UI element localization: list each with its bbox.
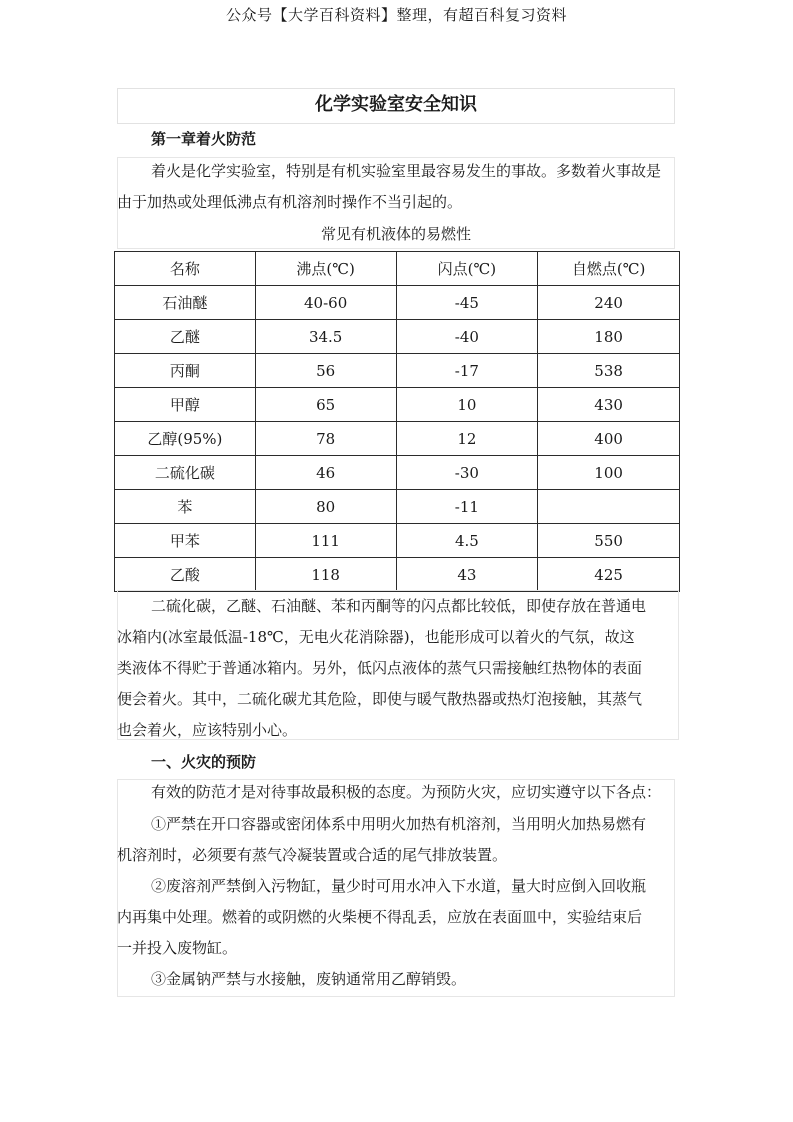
cell-autoignition: 100 bbox=[538, 456, 680, 490]
cell-autoignition: 425 bbox=[538, 558, 680, 592]
cell-flash: 43 bbox=[396, 558, 538, 592]
cell-autoignition: 550 bbox=[538, 524, 680, 558]
note-line-1: 二硫化碳，乙醚、石油醚、苯和丙酮等的闪点都比较低，即使存放在普通电 bbox=[151, 597, 647, 615]
cell-autoignition: 400 bbox=[538, 422, 680, 456]
rule-3-line-1: ③金属钠严禁与水接触，废钠通常用乙醇销毁。 bbox=[151, 970, 467, 988]
table-caption: 常见有机液体的易燃性 bbox=[320, 225, 471, 243]
cell-flash: -30 bbox=[396, 456, 538, 490]
cell-name: 石油醚 bbox=[115, 286, 256, 320]
cell-boiling: 34.5 bbox=[255, 320, 396, 354]
cell-autoignition bbox=[538, 490, 680, 524]
table-row bbox=[115, 490, 680, 524]
cell-flash: -40 bbox=[396, 320, 538, 354]
header-name: 名称 bbox=[115, 252, 256, 286]
rule-2-line-3: 一并投入废物缸。 bbox=[117, 939, 238, 957]
page-header: 公众号【大学百科资料】整理，有超百科复习资料 bbox=[225, 6, 567, 24]
cell-boiling: 118 bbox=[255, 558, 396, 592]
cell-boiling: 80 bbox=[255, 490, 396, 524]
cell-boiling: 56 bbox=[255, 354, 396, 388]
cell-autoignition: 240 bbox=[538, 286, 680, 320]
cell-autoignition: 430 bbox=[538, 388, 680, 422]
cell-name: 乙醇(95%) bbox=[115, 422, 256, 456]
cell-name: 乙醚 bbox=[115, 320, 256, 354]
cell-boiling: 65 bbox=[255, 388, 396, 422]
cell-flash: 4.5 bbox=[396, 524, 538, 558]
table-row bbox=[115, 422, 680, 456]
cell-boiling: 111 bbox=[255, 524, 396, 558]
cell-name: 乙酸 bbox=[115, 558, 256, 592]
chapter-heading: 第一章着火防范 bbox=[151, 130, 257, 148]
cell-boiling: 78 bbox=[255, 422, 396, 456]
table-row bbox=[115, 456, 680, 490]
cell-flash: -11 bbox=[396, 490, 538, 524]
intro-line-1: 着火是化学实验室，特别是有机实验室里最容易发生的事故。多数着火事故是 bbox=[151, 162, 662, 180]
table-row bbox=[115, 354, 680, 388]
table-row bbox=[115, 388, 680, 422]
section-heading: 一、火灾的预防 bbox=[151, 753, 257, 771]
cell-flash: 12 bbox=[396, 422, 538, 456]
table-row bbox=[115, 524, 680, 558]
note-line-5: 也会着火，应该特别小心。 bbox=[117, 721, 298, 739]
cell-flash: 10 bbox=[396, 388, 538, 422]
header-autoignition-point: 自燃点(℃) bbox=[538, 252, 680, 286]
flammability-table bbox=[114, 251, 680, 592]
document-title: 化学实验室安全知识 bbox=[117, 88, 675, 124]
cell-boiling: 40-60 bbox=[255, 286, 396, 320]
cell-autoignition: 538 bbox=[538, 354, 680, 388]
header-flash-point: 闪点(℃) bbox=[396, 252, 538, 286]
note-line-2: 冰箱内(冰室最低温-18℃，无电火花消除器)，也能形成可以着火的气氛，故这 bbox=[117, 628, 635, 646]
cell-name: 甲醇 bbox=[115, 388, 256, 422]
note-line-3: 类液体不得贮于普通冰箱内。另外，低闪点液体的蒸气只需接触红热物体的表面 bbox=[117, 659, 643, 677]
cell-flash: -17 bbox=[396, 354, 538, 388]
prevention-intro: 有效的防范才是对待事故最积极的态度。为预防火灾，应切实遵守以下各点： bbox=[151, 783, 662, 801]
note-line-4: 便会着火。其中，二硫化碳尤其危险，即使与暖气散热器或热灯泡接触，其蒸气 bbox=[117, 690, 643, 708]
rule-1-line-2: 机溶剂时，必须要有蒸气冷凝装置或合适的尾气排放装置。 bbox=[117, 846, 508, 864]
cell-name: 丙酮 bbox=[115, 354, 256, 388]
rule-1-line-1: ①严禁在开口容器或密闭体系中用明火加热有机溶剂，当用明火加热易燃有 bbox=[151, 815, 647, 833]
header-boiling-point: 沸点(℃) bbox=[255, 252, 396, 286]
table-row bbox=[115, 286, 680, 320]
cell-name: 甲苯 bbox=[115, 524, 256, 558]
cell-name: 二硫化碳 bbox=[115, 456, 256, 490]
table-header-row bbox=[115, 252, 680, 286]
intro-line-2: 由于加热或处理低沸点有机溶剂时操作不当引起的。 bbox=[117, 193, 463, 211]
table-row bbox=[115, 558, 680, 592]
cell-autoignition: 180 bbox=[538, 320, 680, 354]
table-row bbox=[115, 320, 680, 354]
cell-flash: -45 bbox=[396, 286, 538, 320]
rule-2-line-1: ②废溶剂严禁倒入污物缸，量少时可用水冲入下水道，量大时应倒入回收瓶 bbox=[151, 877, 647, 895]
rule-2-line-2: 内再集中处理。燃着的或阴燃的火柴梗不得乱丢，应放在表面皿中，实验结束后 bbox=[117, 908, 643, 926]
cell-name: 苯 bbox=[115, 490, 256, 524]
cell-boiling: 46 bbox=[255, 456, 396, 490]
